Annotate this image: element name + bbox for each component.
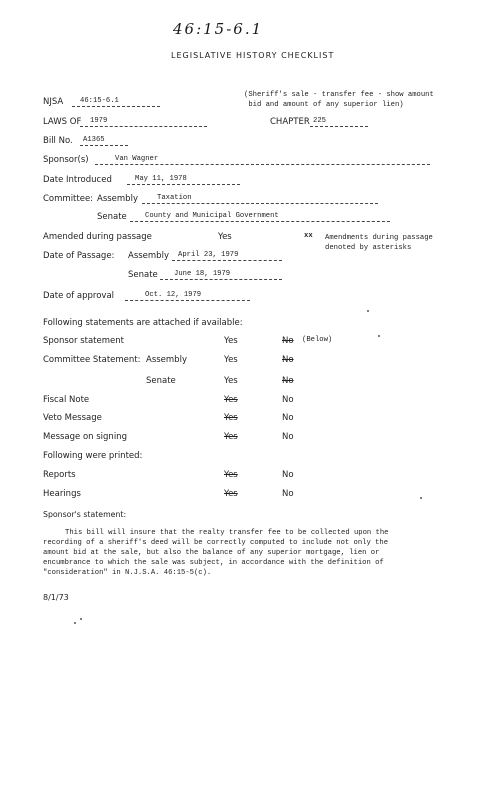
amended-mark: xx [304, 232, 313, 240]
amended-value: Yes [218, 232, 232, 242]
sponsor-statement-label: Sponsor statement [43, 336, 124, 346]
committee-statement-senate-no: No [282, 376, 294, 386]
committee-label: Committee: [43, 194, 94, 204]
scan-speck [367, 310, 369, 312]
njsa-label: NJSA [43, 97, 64, 107]
approval-label: Date of approval [43, 291, 115, 301]
hearings-label: Hearings [43, 489, 81, 499]
amended-label: Amended during passage [43, 232, 152, 242]
amended-note: Amendments during passage denoted by asterisks [325, 234, 433, 252]
scan-speck [420, 497, 422, 499]
njsa-note: (Sheriff's sale - transfer fee - show amount bid and amount of any superior lien) [244, 91, 434, 109]
committee-statement-assembly-label: Assembly [146, 355, 187, 365]
chapter-value: 225 [313, 117, 326, 125]
date-introduced-value: May 11, 1978 [135, 175, 187, 183]
reports-no: No [282, 470, 294, 480]
handwritten-statute-number: 46:15-6.1 [173, 20, 264, 38]
approval-value: Oct. 12, 1979 [145, 291, 202, 299]
committee-statement-senate-yes: Yes [224, 376, 238, 386]
sponsor-statement-line-5: "consideration" in N.J.S.A. 46:15-5(c). [43, 569, 212, 577]
reports-label: Reports [43, 470, 76, 480]
njsa-value: 46:15-6.1 [80, 97, 119, 105]
sponsor-statement-line-3: amount bid at the sale, but also the balance of any superior mortgage, lien or [43, 549, 380, 557]
committee-assembly-value: Taxation [157, 194, 192, 202]
passage-label: Date of Passage: [43, 251, 115, 261]
footer-initials: 8/1/73 [43, 593, 69, 602]
veto-message-yes: Yes [224, 413, 238, 423]
message-signing-yes: Yes [224, 432, 238, 442]
hearings-yes: Yes [224, 489, 238, 499]
sponsor-label: Sponsor(s) [43, 155, 89, 165]
committee-statement-assembly-yes: Yes [224, 355, 238, 365]
chapter-label: CHAPTER [270, 117, 310, 127]
passage-senate-label: Senate [128, 270, 158, 280]
sponsor-statement-yes: Yes [224, 336, 238, 346]
veto-message-label: Veto Message [43, 413, 102, 423]
message-signing-no: No [282, 432, 294, 442]
committee-assembly-label: Assembly [97, 194, 138, 204]
fiscal-note-yes: Yes [224, 395, 238, 405]
fiscal-note-no: No [282, 395, 294, 405]
passage-senate-value: June 18, 1979 [174, 270, 231, 278]
sponsor-statement-line-1: This bill will insure that the realty transfer fee to be collected upon the [65, 529, 389, 537]
hearings-no: No [282, 489, 294, 499]
statements-heading: Following statements are attached if available: [43, 318, 243, 328]
bill-no-value: A1365 [83, 136, 105, 144]
committee-statement-senate-label: Senate [146, 376, 176, 386]
committee-statement-assembly-no: No [282, 355, 294, 365]
date-introduced-label: Date Introduced [43, 175, 112, 185]
passage-assembly-label: Assembly [128, 251, 169, 261]
sponsor-statement-line-2: recording of a sheriff's deed will be correctly computed to include not only the [43, 539, 389, 547]
committee-statement-label: Committee Statement: [43, 355, 141, 365]
scan-speck [80, 618, 82, 620]
committee-senate-value: County and Municipal Government [145, 212, 279, 220]
committee-senate-label: Senate [97, 212, 127, 222]
sponsor-statement-note: (Below) [302, 336, 333, 344]
message-signing-label: Message on signing [43, 432, 127, 442]
printed-heading: Following were printed: [43, 451, 143, 461]
laws-of-value: 1979 [90, 117, 108, 125]
sponsor-value: Van Wagner [115, 155, 159, 163]
scan-speck [74, 622, 76, 624]
reports-yes: Yes [224, 470, 238, 480]
passage-assembly-value: April 23, 1979 [178, 251, 239, 259]
bill-no-label: Bill No. [43, 136, 73, 146]
sponsor-statement-heading: Sponsor's statement: [43, 510, 127, 519]
document-title: LEGISLATIVE HISTORY CHECKLIST [171, 51, 335, 60]
fiscal-note-label: Fiscal Note [43, 395, 90, 405]
sponsor-statement-line-4: encumbrance to which the sale was subject, in accordance with the definition of [43, 559, 384, 567]
sponsor-statement-no: No [282, 336, 294, 346]
scan-speck [378, 335, 380, 337]
veto-message-no: No [282, 413, 294, 423]
laws-of-label: LAWS OF [43, 117, 82, 127]
